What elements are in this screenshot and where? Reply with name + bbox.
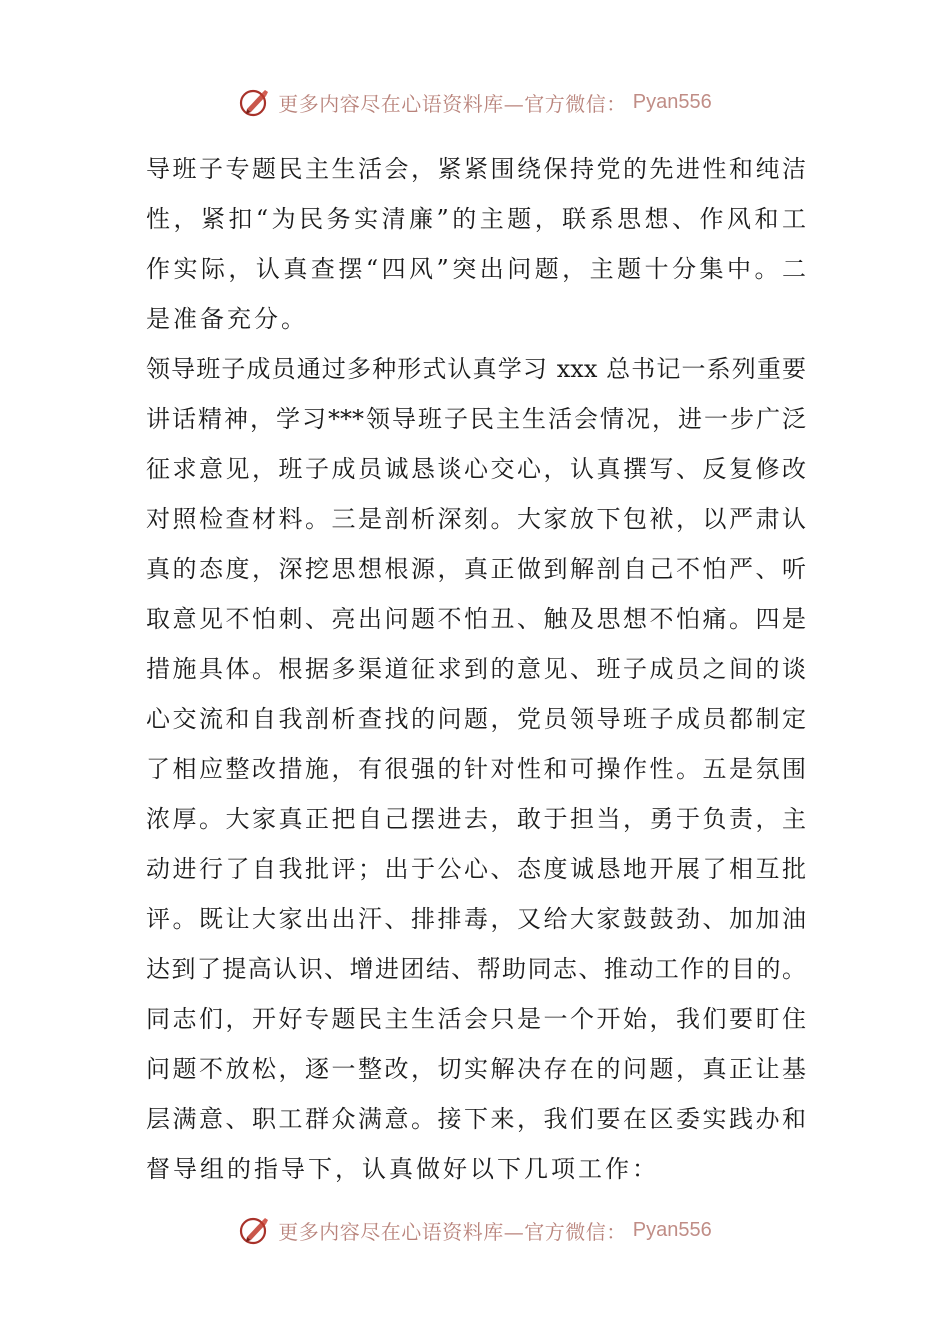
watermark-wechat-id: Pyan556	[632, 1218, 712, 1241]
text-line: 问题不放松，逐一整改，切实解决存在的问题，真正让基	[146, 1055, 806, 1083]
text-line: 评。既让大家出出汗、排排毒，又给大家鼓鼓劲、加加油	[146, 905, 806, 933]
text-line: 同志们，开好专题民主生活会只是一个开始，我们要盯住	[146, 1005, 806, 1033]
text-line: 领导班子成员通过多种形式认真学习 xxx 总书记一系列重要	[146, 355, 806, 383]
watermark-text: 更多内容尽在心语资料库—官方微信：	[278, 91, 627, 116]
text-line: 讲话精神，学习***领导班子民主生活会情况，进一步广泛	[146, 405, 806, 433]
text-line: 征求意见，班子成员诚恳谈心交心，认真撰写、反复修改	[146, 455, 806, 483]
text-line: 浓厚。大家真正把自己摆进去，敢于担当，勇于负责，主	[146, 805, 806, 833]
text-line: 真的态度，深挖思想根源，真正做到解剖自己不怕严、听	[146, 555, 806, 583]
text-line: 层满意、职工群众满意。接下来，我们要在区委实践办和	[146, 1105, 806, 1133]
text-line: 了相应整改措施，有很强的针对性和可操作性。五是氛围	[146, 755, 806, 783]
text-line: 达到了提高认识、增进团结、帮助同志、推动工作的目的。	[146, 955, 806, 983]
text-line: 动进行了自我批评；出于公心、态度诚恳地开展了相互批	[146, 855, 806, 883]
text-line: 措施具体。根据多渠道征求到的意见、班子成员之间的谈	[146, 655, 806, 683]
text-line: 作实际，认真查摆“四风”突出问题，主题十分集中。二	[146, 255, 806, 283]
text-line: 导班子专题民主生活会，紧紧围绕保持党的先进性和纯洁	[146, 155, 806, 183]
watermark-wechat-id: Pyan556	[632, 90, 712, 113]
document-body	[146, 144, 806, 1194]
text-line: 取意见不怕刺、亮出问题不怕丑、触及思想不怕痛。四是	[146, 605, 806, 633]
text-line: 对照检查材料。三是剖析深刻。大家放下包袱，以严肃认	[146, 505, 806, 533]
text-line: 是准备充分。	[146, 305, 308, 333]
pen-logo-icon	[238, 85, 272, 119]
watermark-text: 更多内容尽在心语资料库—官方微信：	[278, 1219, 627, 1244]
text-line: 心交流和自我剖析查找的问题，党员领导班子成员都制定	[146, 705, 806, 733]
text-line: 督导组的指导下，认真做好以下几项工作：	[146, 1155, 659, 1183]
pen-logo-icon	[238, 1213, 272, 1247]
text-line: 性，紧扣“为民务实清廉”的主题，联系思想、作风和工	[146, 205, 806, 233]
header-watermark-banner	[0, 82, 950, 122]
footer-watermark-banner	[0, 1210, 950, 1250]
